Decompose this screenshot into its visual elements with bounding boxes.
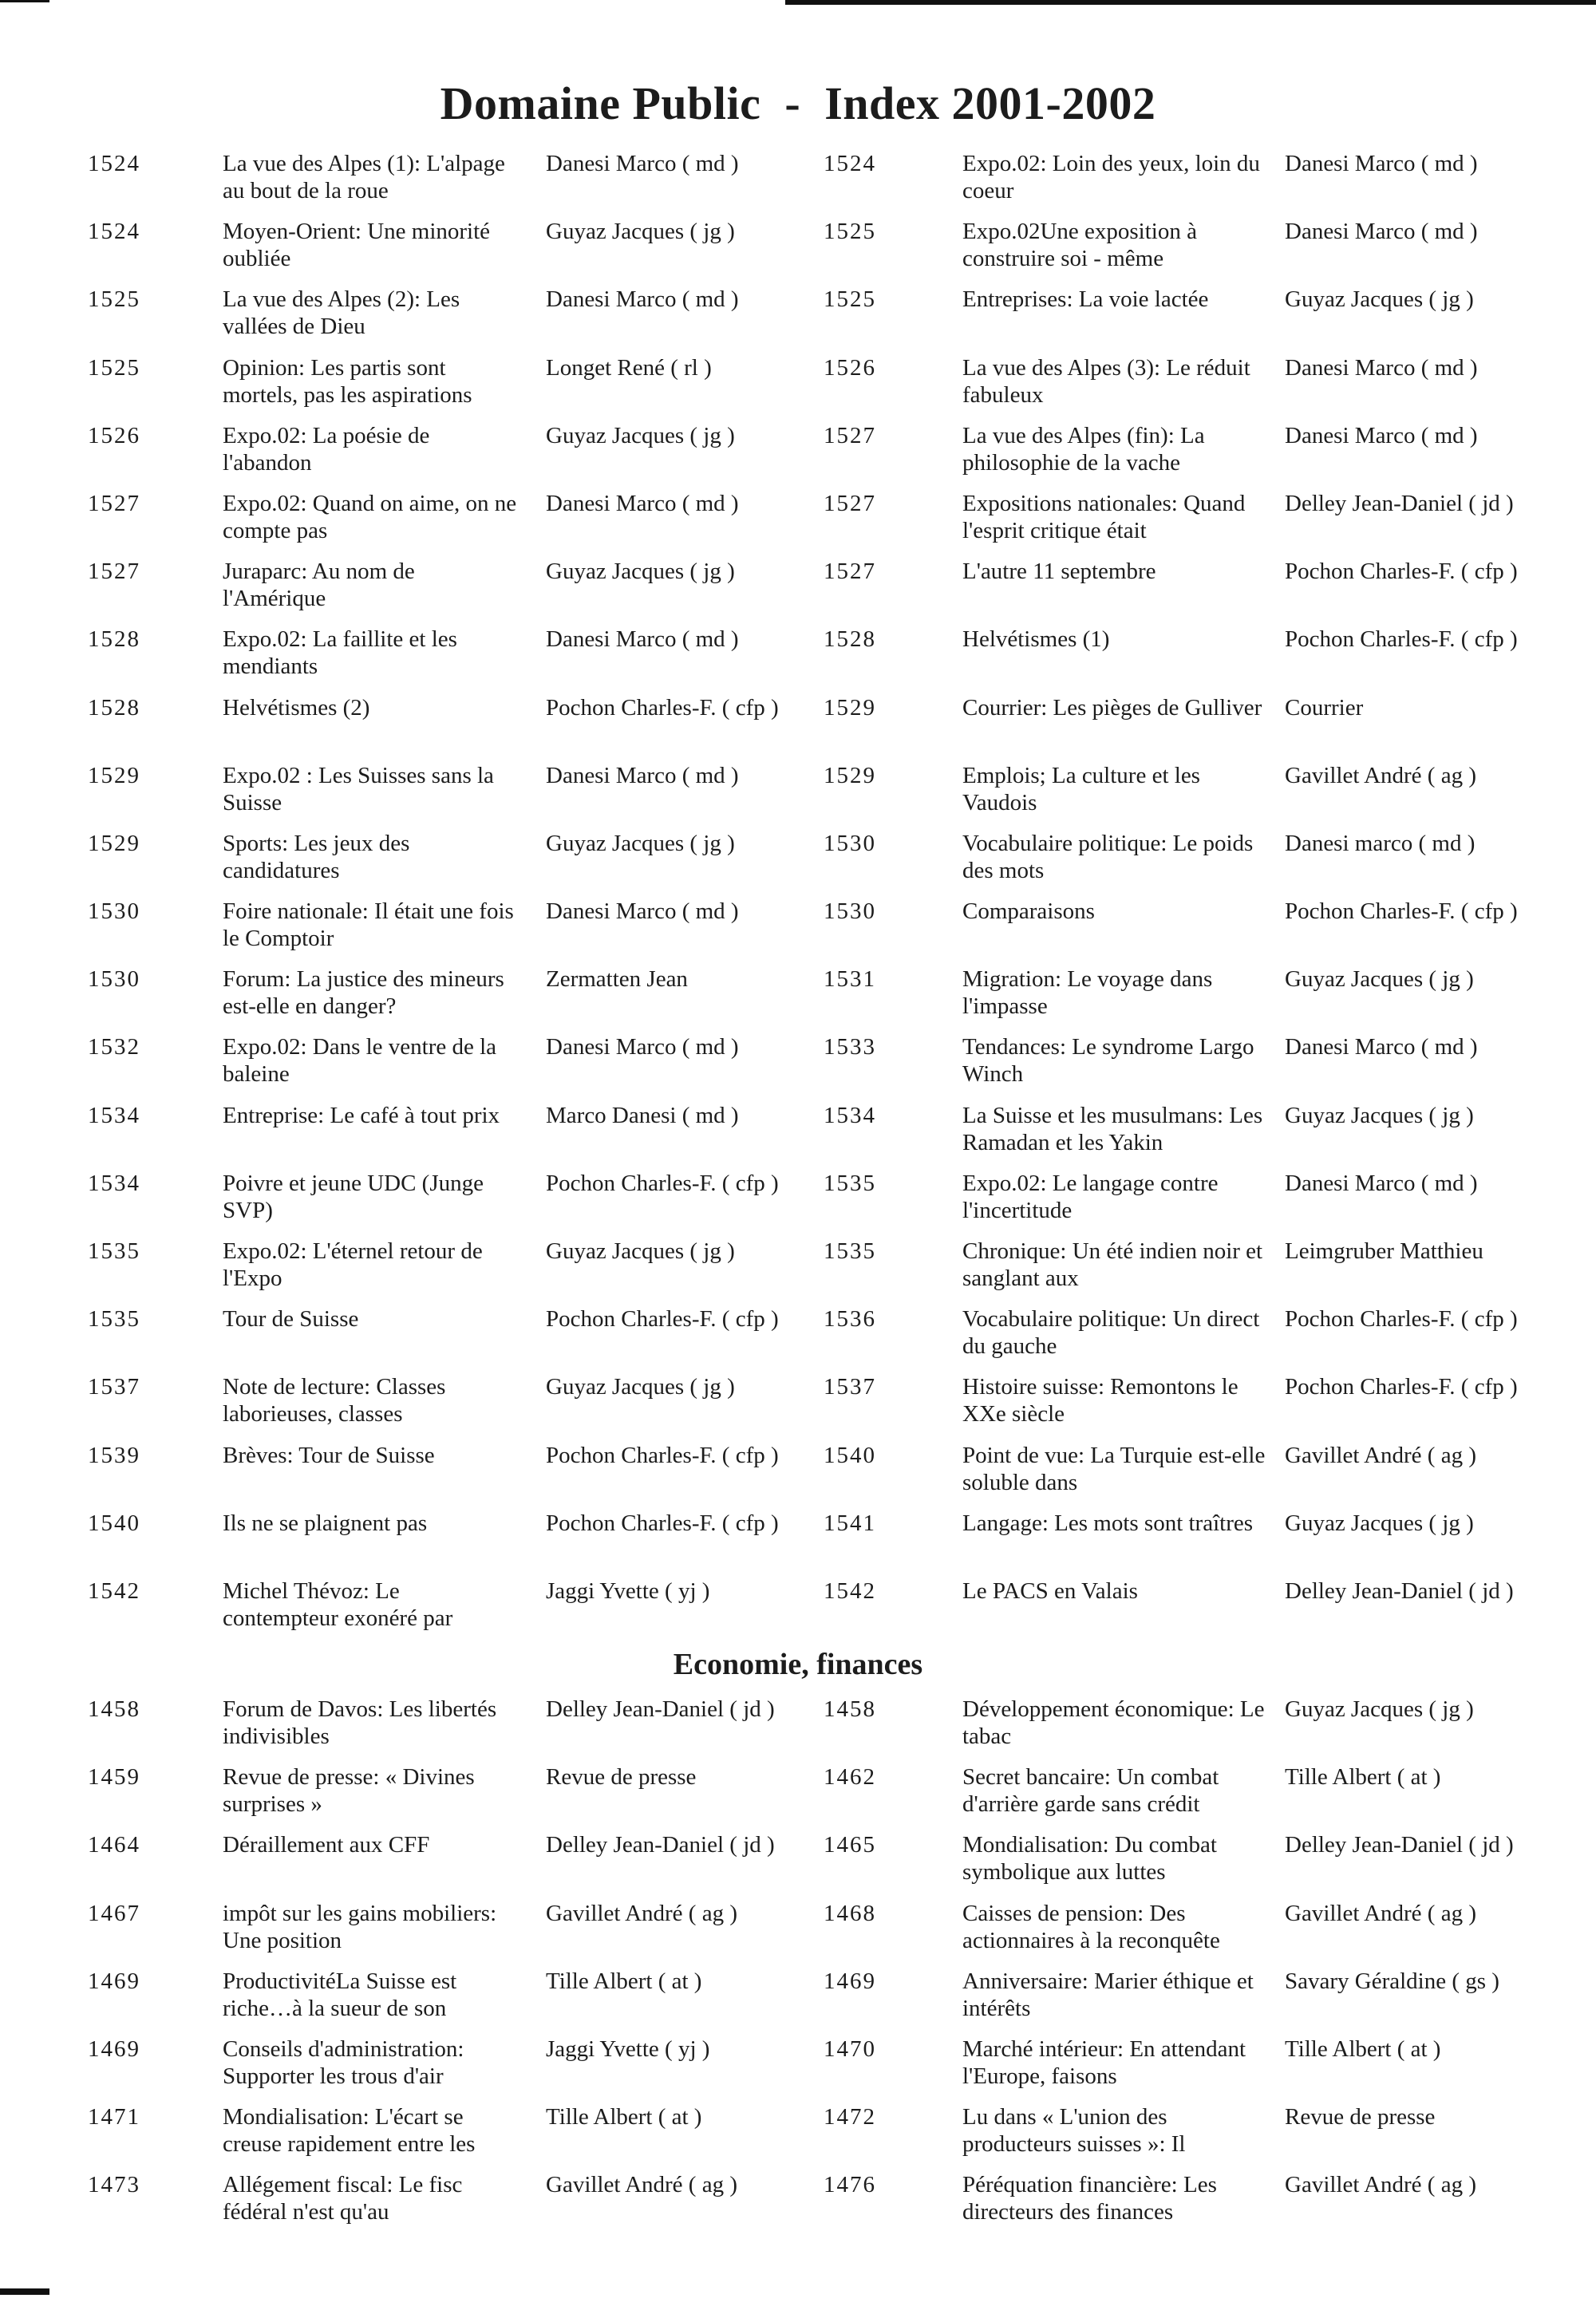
index-row [0, 286, 1596, 353]
article-title-right: Lu dans « L'union des producteurs suisses »: Il [962, 2104, 1186, 2158]
article-title-left: Forum: La justice des mineurs est-elle en danger? [223, 966, 504, 1020]
issue-number-right: 1537 [824, 1374, 876, 1400]
index-row [0, 354, 1596, 422]
author-right: Gavillet André ( ag ) [1285, 1900, 1476, 1926]
article-title-left: Poivre et jeune UDC (Junge SVP) [223, 1170, 484, 1223]
issue-number-right: 1529 [824, 762, 876, 788]
index-list-economie [0, 1696, 1596, 2240]
article-title-left: Forum de Davos: Les libertés indivisibles [223, 1696, 497, 1749]
index-row [0, 1696, 1596, 1763]
article-title-right: Vocabulaire politique: Le poids des mots [962, 830, 1254, 883]
issue-number-right: 1533 [824, 1034, 876, 1060]
article-title-left: Helvétismes (2) [223, 694, 370, 721]
index-row [0, 762, 1596, 830]
issue-number-left: 1527 [88, 490, 140, 516]
article-title-right: Vocabulaire politique: Un direct du gauche [962, 1306, 1260, 1360]
author-right: Delley Jean-Daniel ( jd ) [1285, 1577, 1514, 1604]
article-title-right: Marché intérieur: En attendant l'Europe, faisons [962, 2036, 1246, 2089]
index-row [0, 2103, 1596, 2171]
author-right: Revue de presse [1285, 2104, 1436, 2130]
issue-number-right: 1535 [824, 1238, 876, 1264]
index-row [0, 1238, 1596, 1305]
article-title-left: Conseils d'administration: Supporter les trous d'air [223, 2036, 464, 2089]
article-title-left: Allégement fiscal: Le fisc fédéral n'est qu'au [223, 2172, 463, 2225]
issue-number-left: 1534 [88, 1102, 140, 1128]
article-title-left: Expo.02: Dans le ventre de la baleine [223, 1034, 497, 1088]
article-title-right: Caisses de pension: Des actionnaires à la reconquête [962, 1900, 1220, 1953]
author-left: Tille Albert ( at ) [546, 1968, 702, 1994]
author-right: Guyaz Jacques ( jg ) [1285, 966, 1474, 993]
article-title-right: Expo.02: Le langage contre l'incertitude [962, 1170, 1219, 1223]
issue-number-left: 1527 [88, 559, 140, 585]
article-title-left: Sports: Les jeux des candidatures [223, 830, 410, 883]
index-row [0, 830, 1596, 898]
issue-number-right: 1540 [824, 1442, 876, 1468]
article-title-left: Expo.02: L'éternel retour de l'Expo [223, 1238, 483, 1291]
issue-number-right: 1462 [824, 1764, 876, 1791]
article-title-right: La vue des Alpes (fin): La philosophie de la vache [962, 422, 1205, 476]
issue-number-right: 1468 [824, 1900, 876, 1926]
author-right: Tille Albert ( at ) [1285, 2036, 1441, 2062]
author-right: Pochon Charles-F. ( cfp ) [1285, 626, 1518, 653]
article-title-right: Migration: Le voyage dans l'impasse [962, 966, 1213, 1020]
author-right: Danesi Marco ( md ) [1285, 151, 1478, 176]
article-title-right: Courrier: Les pièges de Gulliver [962, 694, 1262, 721]
article-title-left: Expo.02: La poésie de l'abandon [223, 422, 430, 476]
author-right: Danesi Marco ( md ) [1285, 354, 1478, 381]
article-title-right: Le PACS en Valais [962, 1577, 1138, 1604]
index-row [0, 1033, 1596, 1101]
issue-number-right: 1535 [824, 1170, 876, 1196]
issue-number-right: 1534 [824, 1102, 876, 1128]
author-right: Gavillet André ( ag ) [1285, 2172, 1476, 2198]
author-left: Jaggi Yvette ( yj ) [546, 2036, 710, 2062]
issue-number-left: 1458 [88, 1696, 140, 1722]
author-left: Danesi Marco ( md ) [546, 490, 739, 516]
author-left: Pochon Charles-F. ( cfp ) [546, 1442, 779, 1468]
author-left: Pochon Charles-F. ( cfp ) [546, 1510, 779, 1536]
author-right: Savary Géraldine ( gs ) [1285, 1968, 1499, 1994]
article-title-left: Michel Thévoz: Le contempteur exonéré par [223, 1577, 453, 1631]
issue-number-right: 1530 [824, 898, 876, 925]
index-row [0, 422, 1596, 490]
issue-number-left: 1471 [88, 2104, 140, 2130]
article-title-right: La Suisse et les musulmans: Les Ramadan et les Yakin [962, 1102, 1263, 1155]
article-title-right: Péréquation financière: Les directeurs des finances [962, 2172, 1217, 2225]
article-title-right: Emplois; La culture et les Vaudois [962, 762, 1200, 815]
issue-number-left: 1528 [88, 626, 140, 653]
issue-number-right: 1527 [824, 490, 876, 516]
author-left: Zermatten Jean [546, 966, 688, 993]
article-title-right: Histoire suisse: Remontons le XXe siècle [962, 1374, 1238, 1427]
issue-number-left: 1464 [88, 1832, 140, 1858]
author-left: Danesi Marco ( md ) [546, 626, 739, 653]
author-right: Guyaz Jacques ( jg ) [1285, 286, 1474, 313]
author-left: Delley Jean-Daniel ( jd ) [546, 1696, 775, 1722]
issue-number-right: 1527 [824, 422, 876, 448]
index-row [0, 1442, 1596, 1510]
issue-number-right: 1531 [824, 966, 876, 993]
index-row [0, 1900, 1596, 1968]
article-title-left: Entreprise: Le café à tout prix [223, 1102, 500, 1128]
issue-number-left: 1469 [88, 1968, 140, 1994]
index-row [0, 1305, 1596, 1373]
author-right: Danesi Marco ( md ) [1285, 1034, 1478, 1060]
issue-number-right: 1536 [824, 1306, 876, 1333]
issue-number-left: 1525 [88, 286, 140, 313]
index-row [0, 1831, 1596, 1899]
issue-number-left: 1467 [88, 1900, 140, 1926]
issue-number-left: 1530 [88, 898, 140, 925]
author-right: Danesi Marco ( md ) [1285, 422, 1478, 448]
issue-number-right: 1525 [824, 286, 876, 313]
article-title-right: Expo.02Une exposition à construire soi - même [962, 219, 1197, 272]
index-row [0, 694, 1596, 762]
index-row [0, 1763, 1596, 1831]
article-title-right: La vue des Alpes (3): Le réduit fabuleux [962, 354, 1250, 408]
author-right: Pochon Charles-F. ( cfp ) [1285, 1306, 1518, 1333]
article-title-left: Tour de Suisse [223, 1306, 359, 1333]
author-left: Guyaz Jacques ( jg ) [546, 559, 735, 585]
article-title-left: Expo.02: Quand on aime, on ne compte pas [223, 490, 517, 543]
issue-number-right: 1527 [824, 559, 876, 585]
author-left: Danesi Marco ( md ) [546, 898, 739, 925]
author-right: Danesi marco ( md ) [1285, 830, 1476, 856]
issue-number-right: 1542 [824, 1577, 876, 1604]
author-left: Gavillet André ( ag ) [546, 1900, 737, 1926]
article-title-left: Mondialisation: L'écart se creuse rapidement entre les [223, 2104, 476, 2158]
author-left: Pochon Charles-F. ( cfp ) [546, 1170, 779, 1196]
article-title-right: Point de vue: La Turquie est-elle soluble dans [962, 1442, 1266, 1495]
index-row [0, 1968, 1596, 2036]
issue-number-left: 1473 [88, 2172, 140, 2198]
article-title-right: Secret bancaire: Un combat d'arrière garde sans crédit [962, 1764, 1219, 1818]
author-right: Danesi Marco ( md ) [1285, 219, 1478, 245]
index-list-general [0, 150, 1596, 1645]
index-row [0, 2036, 1596, 2103]
issue-number-left: 1529 [88, 830, 140, 856]
author-right: Leimgruber Matthieu [1285, 1238, 1483, 1264]
index-row [0, 1102, 1596, 1170]
issue-number-right: 1470 [824, 2036, 876, 2062]
issue-number-left: 1469 [88, 2036, 140, 2062]
issue-number-left: 1530 [88, 966, 140, 993]
author-left: Guyaz Jacques ( jg ) [546, 1238, 735, 1264]
section-title-economie: Economie, finances [673, 1648, 923, 1681]
author-right: Gavillet André ( ag ) [1285, 1442, 1476, 1468]
article-title-left: Juraparc: Au nom de l'Amérique [223, 559, 415, 612]
author-right: Guyaz Jacques ( jg ) [1285, 1696, 1474, 1722]
issue-number-left: 1524 [88, 219, 140, 245]
article-title-right: Langage: Les mots sont traîtres [962, 1510, 1254, 1536]
author-right: Pochon Charles-F. ( cfp ) [1285, 559, 1518, 585]
author-left: Longet René ( rl ) [546, 354, 712, 381]
index-row [0, 1510, 1596, 1577]
issue-number-left: 1528 [88, 694, 140, 721]
index-row [0, 626, 1596, 693]
article-title-right: Développement économique: Le tabac [962, 1696, 1265, 1749]
article-title-left: Revue de presse: « Divines surprises » [223, 1764, 475, 1818]
issue-number-right: 1526 [824, 354, 876, 381]
article-title-right: Anniversaire: Marier éthique et intérêts [962, 1968, 1254, 2021]
author-right: Guyaz Jacques ( jg ) [1285, 1510, 1474, 1536]
index-row [0, 1373, 1596, 1441]
issue-number-left: 1525 [88, 354, 140, 381]
author-left: Pochon Charles-F. ( cfp ) [546, 1306, 779, 1333]
author-left: Danesi Marco ( md ) [546, 151, 739, 176]
author-left: Jaggi Yvette ( yj ) [546, 1577, 710, 1604]
author-left: Delley Jean-Daniel ( jd ) [546, 1832, 775, 1858]
index-row [0, 2171, 1596, 2239]
article-title-left: Opinion: Les partis sont mortels, pas les aspirations [223, 354, 472, 408]
issue-number-right: 1465 [824, 1832, 876, 1858]
issue-number-right: 1472 [824, 2104, 876, 2130]
index-row [0, 490, 1596, 558]
issue-number-right: 1476 [824, 2172, 876, 2198]
author-left: Guyaz Jacques ( jg ) [546, 422, 735, 448]
author-left: Pochon Charles-F. ( cfp ) [546, 694, 779, 721]
article-title-left: La vue des Alpes (1): L'alpage au bout de la roue [223, 151, 505, 203]
issue-number-right: 1458 [824, 1696, 876, 1722]
article-title-right: L'autre 11 septembre [962, 559, 1156, 585]
article-title-left: Brèves: Tour de Suisse [223, 1442, 435, 1468]
top-rule-right [785, 0, 1596, 5]
top-rule-left [0, 0, 49, 2]
issue-number-right: 1469 [824, 1968, 876, 1994]
issue-number-left: 1459 [88, 1764, 140, 1791]
author-right: Tille Albert ( at ) [1285, 1764, 1441, 1791]
page-title: Domaine Public - Index 2001-2002 [440, 77, 1156, 129]
article-title-right: Expositions nationales: Quand l'esprit critique était [962, 490, 1246, 543]
issue-number-left: 1539 [88, 1442, 140, 1468]
article-title-right: Helvétismes (1) [962, 626, 1110, 653]
index-row [0, 898, 1596, 965]
issue-number-right: 1524 [824, 151, 876, 176]
author-right: Delley Jean-Daniel ( jd ) [1285, 490, 1514, 516]
article-title-left: Note de lecture: Classes laborieuses, classes [223, 1374, 446, 1427]
issue-number-left: 1537 [88, 1374, 140, 1400]
issue-number-right: 1541 [824, 1510, 876, 1536]
author-left: Gavillet André ( ag ) [546, 2172, 737, 2198]
issue-number-left: 1542 [88, 1577, 140, 1604]
article-title-right: Tendances: Le syndrome Largo Winch [962, 1034, 1254, 1088]
issue-number-left: 1526 [88, 422, 140, 448]
author-right: Pochon Charles-F. ( cfp ) [1285, 1374, 1518, 1400]
issue-number-left: 1540 [88, 1510, 140, 1536]
article-title-right: Chronique: Un été indien noir et sanglant aux [962, 1238, 1263, 1291]
author-left: Marco Danesi ( md ) [546, 1102, 739, 1128]
author-right: Courrier [1285, 694, 1364, 721]
article-title-left: Expo.02: La faillite et les mendiants [223, 626, 457, 680]
author-left: Danesi Marco ( md ) [546, 762, 739, 788]
author-right: Gavillet André ( ag ) [1285, 762, 1476, 788]
issue-number-left: 1534 [88, 1170, 140, 1196]
index-row [0, 558, 1596, 626]
article-title-left: Ils ne se plaignent pas [223, 1510, 428, 1536]
article-title-right: Entreprises: La voie lactée [962, 286, 1209, 313]
index-row [0, 218, 1596, 286]
issue-number-right: 1530 [824, 830, 876, 856]
index-row [0, 1577, 1596, 1645]
issue-number-left: 1532 [88, 1034, 140, 1060]
article-title-right: Expo.02: Loin des yeux, loin du coeur [962, 151, 1260, 203]
index-row [0, 150, 1596, 218]
article-title-left: impôt sur les gains mobiliers: Une position [223, 1900, 497, 1953]
author-left: Revue de presse [546, 1764, 697, 1791]
article-title-right: Comparaisons [962, 898, 1095, 925]
article-title-left: La vue des Alpes (2): Les vallées de Dieu [223, 286, 460, 340]
index-row [0, 965, 1596, 1033]
issue-number-left: 1535 [88, 1238, 140, 1264]
bottom-mark [0, 2288, 49, 2295]
issue-number-left: 1524 [88, 151, 140, 176]
author-left: Danesi Marco ( md ) [546, 286, 739, 313]
author-left: Tille Albert ( at ) [546, 2104, 702, 2130]
author-right: Danesi Marco ( md ) [1285, 1170, 1478, 1196]
author-left: Guyaz Jacques ( jg ) [546, 1374, 735, 1400]
article-title-left: Foire nationale: Il était une fois le Comptoir [223, 898, 514, 952]
author-right: Pochon Charles-F. ( cfp ) [1285, 898, 1518, 925]
article-title-left: Déraillement aux CFF [223, 1832, 430, 1858]
issue-number-right: 1528 [824, 626, 876, 653]
article-title-right: Mondialisation: Du combat symbolique aux luttes [962, 1832, 1217, 1885]
index-row [0, 1170, 1596, 1238]
author-left: Danesi Marco ( md ) [546, 1034, 739, 1060]
author-right: Guyaz Jacques ( jg ) [1285, 1102, 1474, 1128]
article-title-left: ProductivitéLa Suisse est riche…à la sueur de son [223, 1968, 457, 2021]
issue-number-left: 1535 [88, 1306, 140, 1333]
article-title-left: Moyen-Orient: Une minorité oubliée [223, 219, 491, 272]
issue-number-right: 1529 [824, 694, 876, 721]
issue-number-right: 1525 [824, 219, 876, 245]
article-title-left: Expo.02 : Les Suisses sans la Suisse [223, 762, 494, 815]
author-left: Guyaz Jacques ( jg ) [546, 219, 735, 245]
author-left: Guyaz Jacques ( jg ) [546, 830, 735, 856]
issue-number-left: 1529 [88, 762, 140, 788]
author-right: Delley Jean-Daniel ( jd ) [1285, 1832, 1514, 1858]
